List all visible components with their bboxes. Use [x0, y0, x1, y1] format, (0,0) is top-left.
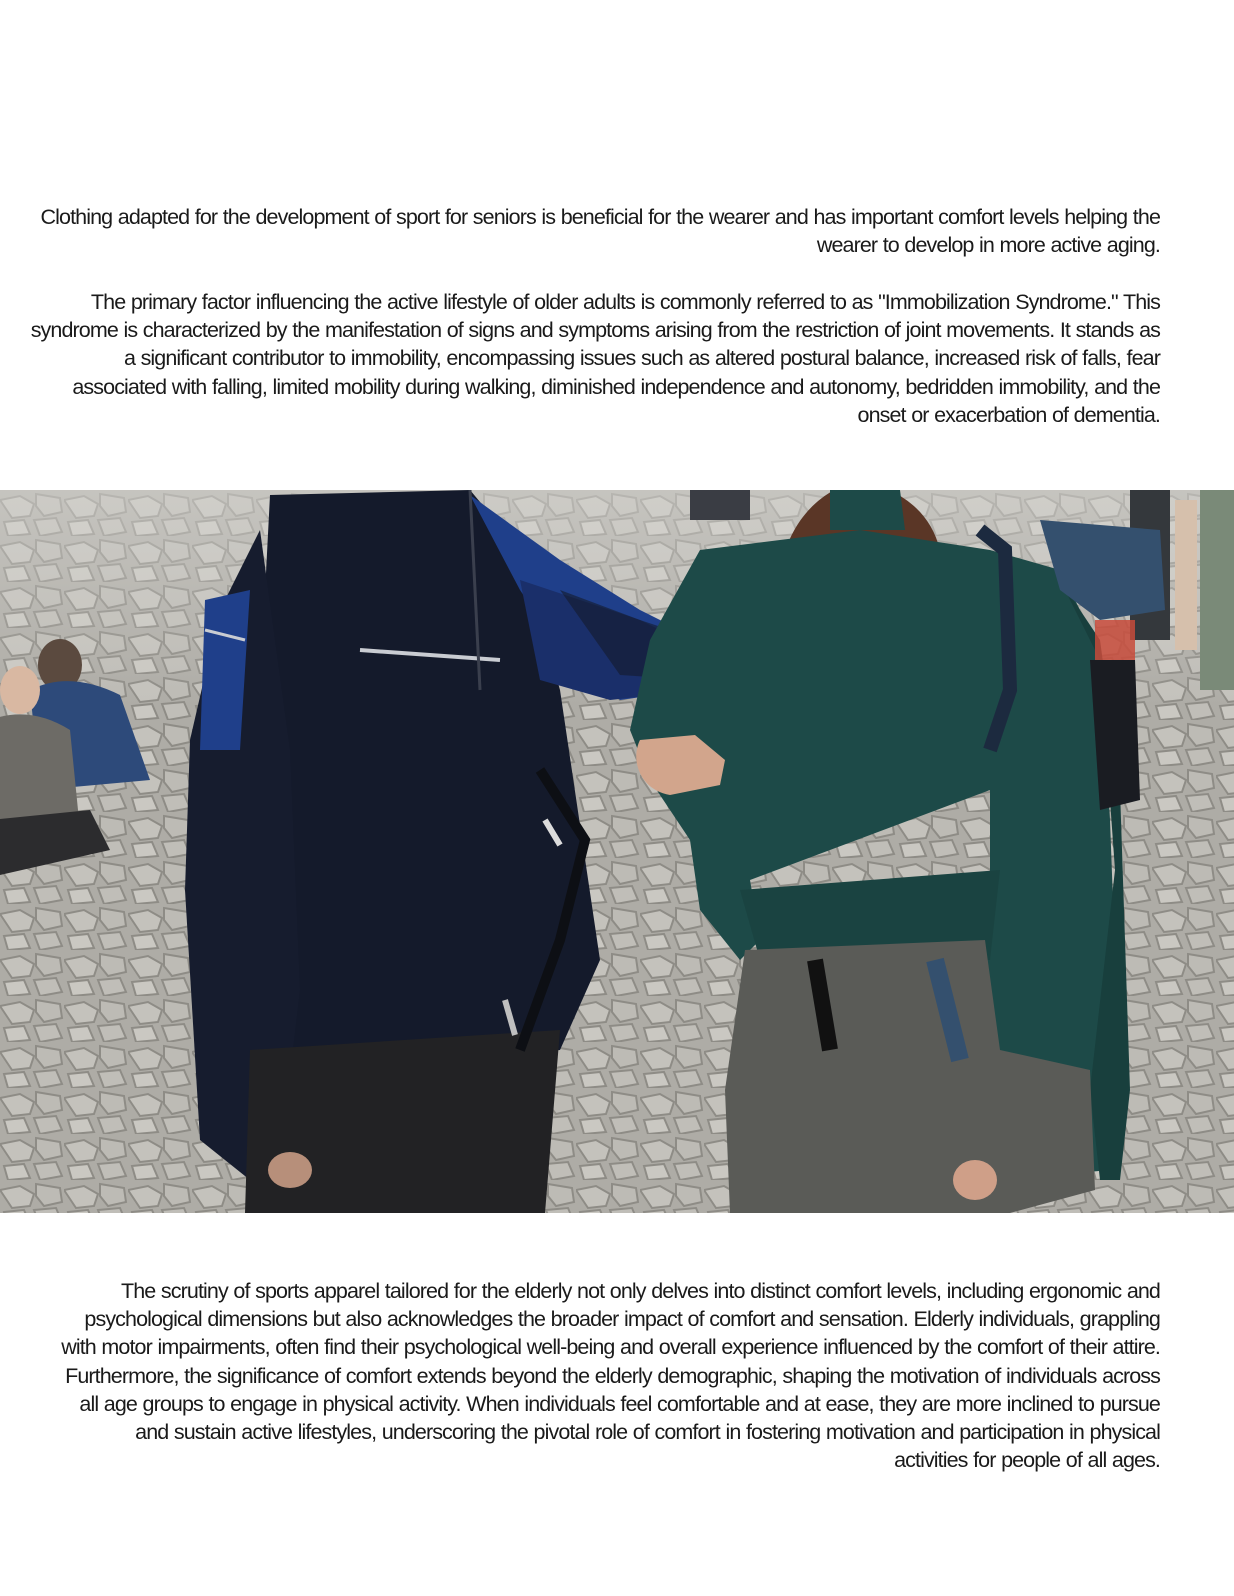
hikers-photo — [0, 490, 1234, 1213]
scrutiny-paragraph: The scrutiny of sports apparel tailored for the elderly not only delves into distinct comfort levels, including ergonomic and psychological dimensions but also acknowledges the broader impact of comfort and sensation. Elderly individuals, grappling with motor impairments, often find their psychological well-being and overall experience influenced by the comfort of their attire. Furthermore, the significance of comfort extends beyond the elderly demographic, shaping the motivation of individuals across all age groups to engage in physical activity. When individuals feel comfortable and at ease, they are more inclined to pursue and sustain active lifestyles, underscoring the pivotal role of comfort in fostering motivation and participation in physical activities for people of all ages. — [61, 1279, 1160, 1473]
intro-paragraph: Clothing adapted for the development of sport for seniors is beneficial for the wearer and has important comfort levels helping the wearer to develop in more active aging. — [40, 205, 1160, 258]
immobilization-paragraph: The primary factor influencing the active lifestyle of older adults is commonly referred to as "Immobilization Syndrome." This syndrome is characterized by the manifestation of signs and symptoms arising from the restriction of joint movements. It stands as a significant contributor to immobility, encompassing issues such as altered postural balance, increased risk of falls, fear associated with falling, limited mobility during walking, diminished independence and autonomy, bedridden immobility, and the onset or exacerbation of dementia. — [30, 290, 1160, 427]
